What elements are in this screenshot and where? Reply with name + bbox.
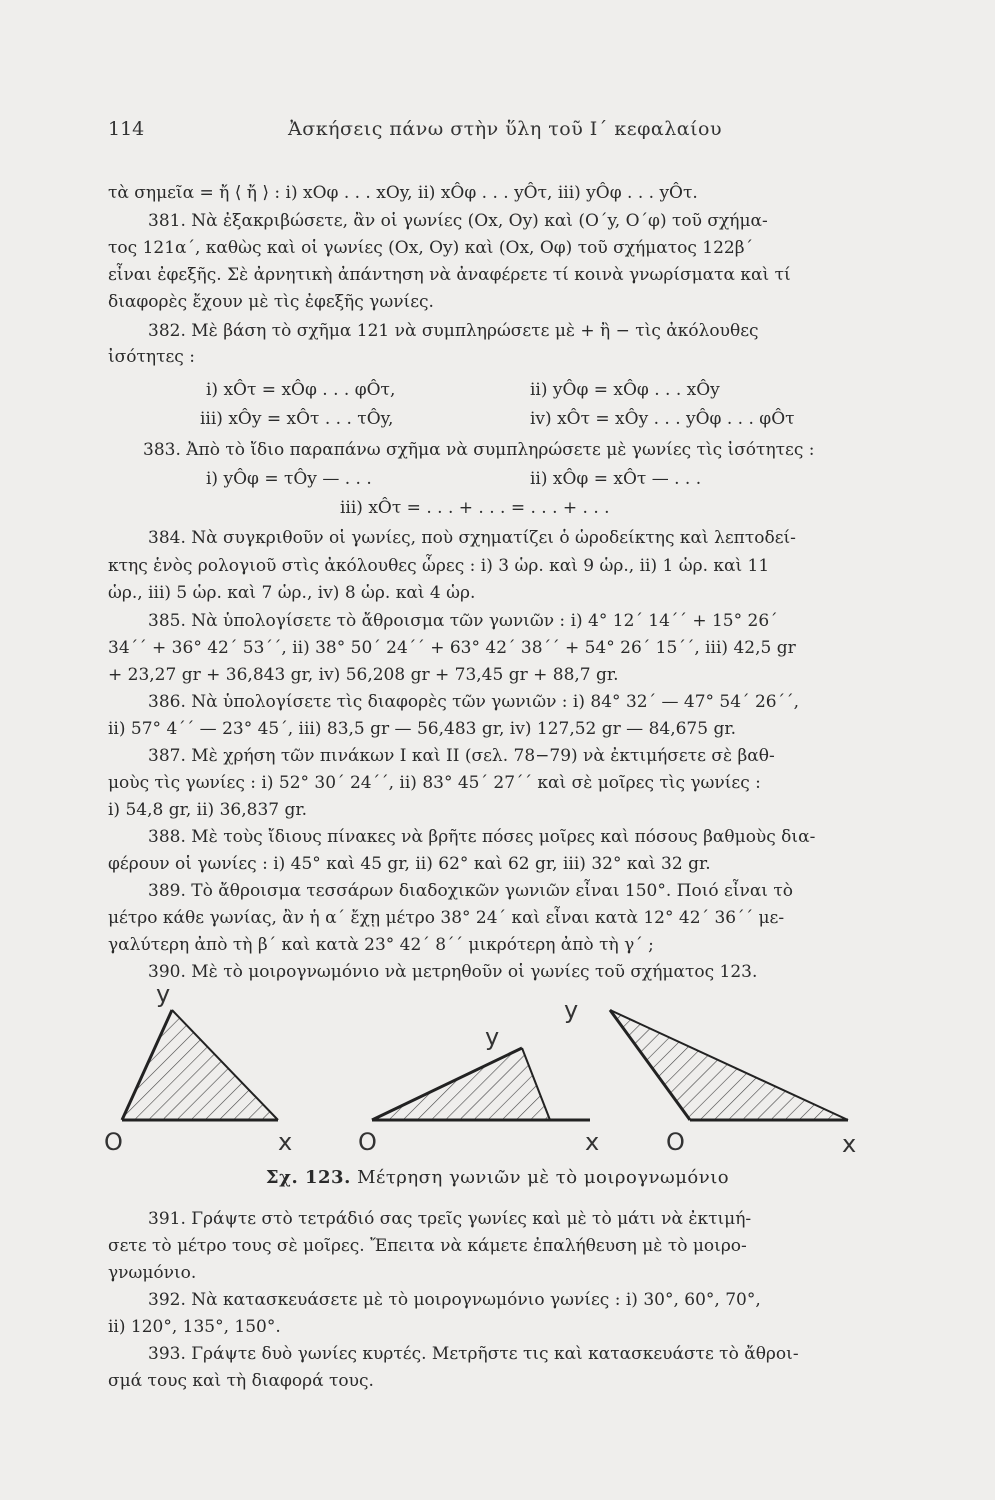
figure-title: Μέτρηση γωνιῶν μὲ τὸ μοιρογνωμόνιο	[357, 1167, 730, 1188]
exercise-390: 390. Μὲ τὸ μοιρογνωμόνιο νὰ μετρηθοῦν οἱ γωνίες τοῦ σχήματος 123.	[148, 962, 758, 982]
page-number: 114	[108, 118, 145, 140]
angle-figure-2	[358, 1023, 599, 1156]
text-line: τος 121α΄, καθὼς καὶ οἱ γωνίες (Ox, Oy) καὶ (Ox, Oφ) τοῦ σχήματος 122β΄	[108, 238, 754, 258]
exercise-384: 384. Νὰ συγκριθοῦν οἱ γωνίες, ποὺ σχηματίζει ὁ ὡροδείκτης καὶ λεπτοδεί-	[148, 528, 796, 548]
equation-382-i: i) xÔτ = xÔφ . . . φÔτ,	[206, 380, 396, 400]
figure-number: Σχ. 123.	[265, 1167, 351, 1188]
running-title: Ἀσκήσεις πάνω στὴν ὕλη τοῦ Ι΄ κεφαλαίου	[288, 118, 723, 140]
text-line: κτης ἑνὸς ρολογιοῦ στὶς ἀκόλουθες ὧρες : i) 3 ὡρ. καὶ 9 ὡρ., ii) 1 ὡρ. καὶ 11	[108, 556, 770, 576]
equation-383-iii: iii) xÔτ = . . . + . . . = . . . + . . .	[340, 498, 610, 518]
text-line: σμά τους καὶ τὴ διαφορά τους.	[108, 1371, 374, 1391]
angle-figure-3	[564, 996, 856, 1158]
exercise-392: 392. Νὰ κατασκευάσετε μὲ τὸ μοιρογνωμόνιο γωνίες : i) 30°, 60°, 70°,	[148, 1290, 761, 1310]
label-y: y	[485, 1023, 500, 1051]
label-o: O	[104, 1128, 123, 1156]
figure-caption	[0, 1167, 995, 1188]
text-line: 34΄΄ + 36° 42΄ 53΄΄, ii) 38° 50΄ 24΄΄ + 63° 42΄ 38΄΄ + 54° 26΄ 15΄΄, iii) 42,5 gr	[108, 638, 796, 658]
exercise-391: 391. Γράψτε στὸ τετράδιό σας τρεῖς γωνίες καὶ μὲ τὸ μάτι νὰ ἐκτιμή-	[148, 1209, 752, 1229]
text-line: γνωμόνιο.	[108, 1263, 197, 1283]
exercise-393: 393. Γράψτε δυὸ γωνίες κυρτές. Μετρῆστε τις καὶ κατασκευάστε τὸ ἄθροι-	[148, 1344, 799, 1364]
figure-123	[90, 980, 890, 1160]
exercise-383: 383. Ἀπὸ τὸ ἴδιο παραπάνω σχῆμα νὰ συμπληρώσετε μὲ γωνίες τὶς ἰσότητες :	[143, 440, 815, 460]
exercise-382: 382. Μὲ βάση τὸ σχῆμα 121 νὰ συμπληρώσετε μὲ + ἢ − τὶς ἀκόλουθες	[148, 321, 759, 341]
text-line: + 23,27 gr + 36,843 gr, iv) 56,208 gr + 73,45 gr + 88,7 gr.	[108, 665, 619, 685]
exercise-381: 381. Νὰ ἐξακριβώσετε, ἂν οἱ γωνίες (Ox, Oy) καὶ (O΄y, O΄φ) τοῦ σχήμα-	[148, 211, 768, 231]
text-line: φέρουν οἱ γωνίες : i) 45° καὶ 45 gr, ii) 62° καὶ 62 gr, iii) 32° καὶ 32 gr.	[108, 854, 711, 874]
label-o: O	[666, 1128, 685, 1156]
text-line: ii) 120°, 135°, 150°.	[108, 1317, 281, 1337]
label-o: O	[358, 1128, 377, 1156]
label-x: x	[842, 1130, 857, 1158]
exercise-388: 388. Μὲ τοὺς ἴδιους πίνακες νὰ βρῆτε πόσες μοῖρες καὶ πόσους βαθμοὺς δια-	[148, 827, 816, 847]
label-x: x	[278, 1128, 293, 1156]
text-line: ii) 57° 4΄΄ — 23° 45΄, iii) 83,5 gr — 56,483 gr, iv) 127,52 gr — 84,675 gr.	[108, 719, 737, 739]
text-line: εἶναι ἐφεξῆς. Σὲ ἀρνητικὴ ἀπάντηση νὰ ἀναφέρετε τί κοινὰ γνωρίσματα καὶ τί	[108, 265, 791, 285]
exercise-387: 387. Μὲ χρήση τῶν πινάκων Ι καὶ ΙΙ (σελ. 78−79) νὰ ἐκτιμήσετε σὲ βαθ-	[148, 746, 775, 766]
exercise-386: 386. Νὰ ὑπολογίσετε τὶς διαφορὲς τῶν γωνιῶν : i) 84° 32΄ — 47° 54΄ 26΄΄,	[148, 692, 799, 712]
text-line: i) 54,8 gr, ii) 36,837 gr.	[108, 800, 308, 820]
text-line: ὡρ., iii) 5 ὡρ. καὶ 7 ὡρ., iv) 8 ὡρ. καὶ 4 ὡρ.	[108, 583, 476, 603]
equation-382-iii: iii) xÔy = xÔτ . . . τÔy,	[200, 409, 394, 429]
equation-382-ii: ii) yÔφ = xÔφ . . . xÔy	[530, 380, 720, 400]
equation-383-i: i) yÔφ = τÔy — . . .	[206, 469, 372, 489]
exercise-389: 389. Τὸ ἄθροισμα τεσσάρων διαδοχικῶν γωνιῶν εἶναι 150°. Ποιό εἶναι τὸ	[148, 881, 794, 901]
equation-383-ii: ii) xÔφ = xÔτ — . . .	[530, 469, 702, 489]
exercise-385: 385. Νὰ ὑπολογίσετε τὸ ἄθροισμα τῶν γωνιῶν : i) 4° 12΄ 14΄΄ + 15° 26΄	[148, 611, 778, 631]
angle-figure-1	[104, 980, 292, 1156]
text-line: τὰ σημεῖα = ἤ ⟨ ἤ ⟩ : i) xOφ . . . xOy, ii) xÔφ . . . yÔτ, iii) yÔφ . . . yÔτ.	[108, 183, 698, 203]
text-line: μοὺς τὶς γωνίες : i) 52° 30΄ 24΄΄, ii) 83° 45΄ 27΄΄ καὶ σὲ μοῖρες τὶς γωνίες :	[108, 773, 761, 793]
text-line: ἰσότητες :	[108, 347, 195, 367]
text-line: σετε τὸ μέτρο τους σὲ μοῖρες. Ἔπειτα νὰ κάμετε ἐπαλήθευση μὲ τὸ μοιρο-	[108, 1236, 747, 1256]
equation-382-iv: iv) xÔτ = xÔy . . . yÔφ . . . φÔτ	[530, 409, 795, 429]
text-line: μέτρο κάθε γωνίας, ἂν ἡ α΄ ἔχῃ μέτρο 38° 24΄ καὶ εἶναι κατὰ 12° 42΄ 36΄΄ με-	[108, 908, 785, 928]
label-y: y	[156, 980, 171, 1008]
text-line: γαλύτερη ἀπὸ τὴ β΄ καὶ κατὰ 23° 42΄ 8΄΄ μικρότερη ἀπὸ τὴ γ΄ ;	[108, 935, 654, 955]
text-line: διαφορὲς ἔχουν μὲ τὶς ἐφεξῆς γωνίες.	[108, 292, 434, 312]
label-x: x	[585, 1128, 600, 1156]
label-y: y	[564, 996, 579, 1024]
